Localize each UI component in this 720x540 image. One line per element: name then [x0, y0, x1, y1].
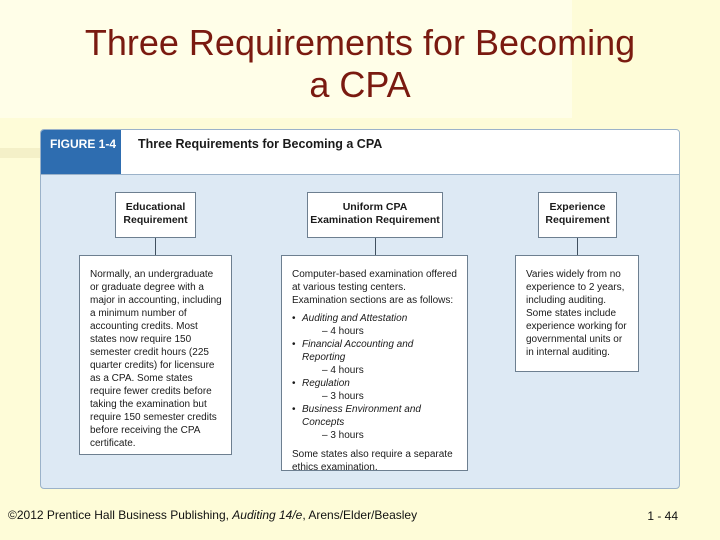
requirement-title-line2: Requirement — [123, 214, 188, 226]
exam-intro-text: Computer-based examination offered at various testing centers. Examination sections are as follows: — [292, 269, 457, 306]
requirement-description-text: Normally, an undergraduate or graduate degree with a major in accounting, including a minimum number of accounting credits. Most states now require 150 semester credit hours (225 quarter credits) for licensure as a CPA. Some states require fewer credits before taking the examination but require 150 semester credits before receiving the CPA certificate. — [90, 269, 222, 449]
connector-line — [577, 238, 578, 255]
exam-section-hours: – 3 hours — [322, 391, 364, 402]
exam-section-name: • Auditing and Attestation — [302, 313, 408, 324]
book-title: Auditing 14/e — [232, 508, 303, 522]
cpa-exam-requirement-box — [307, 192, 443, 238]
figure-label: FIGURE 1-4 — [41, 130, 121, 174]
figure-header — [41, 130, 679, 175]
copyright-prefix: ©2012 Prentice Hall Business Publishing, — [8, 508, 233, 522]
copyright-suffix: , Arens/Elder/Beasley — [302, 508, 418, 522]
educational-requirement-description — [79, 255, 232, 455]
requirement-title-line1: Educational — [125, 201, 186, 213]
exam-section-item — [292, 403, 459, 442]
requirement-description-text: Varies widely from no experience to 2 years, including auditing. Some states include experience working for governmental units or in internal auditing. — [526, 269, 627, 358]
exam-section-name: • Regulation — [302, 378, 350, 389]
figure-panel — [40, 129, 680, 489]
exam-section-item — [292, 377, 459, 403]
connector-line — [375, 238, 376, 255]
cpa-exam-requirement-description — [281, 255, 468, 471]
exam-section-hours: – 3 hours — [322, 430, 364, 441]
figure-title: Three Requirements for Becoming a CPA — [138, 137, 383, 151]
experience-requirement-box — [538, 192, 617, 238]
requirement-title-line1: Uniform CPA — [342, 201, 408, 213]
decorative-stripe — [0, 148, 40, 158]
exam-section-name: • Financial Accounting and Reporting — [302, 339, 414, 363]
copyright-footer — [8, 508, 417, 522]
experience-requirement-description — [515, 255, 639, 372]
requirement-title-line2: Requirement — [545, 214, 610, 226]
exam-section-hours: – 4 hours — [322, 365, 364, 376]
exam-section-item — [292, 338, 459, 377]
exam-section-name: • Business Environment and Concepts — [302, 404, 421, 428]
connector-line — [155, 238, 156, 255]
requirement-title-line2: Examination Requirement — [310, 214, 440, 226]
exam-note-text: Some states also require a separate ethics examination. — [292, 449, 453, 473]
page-number: 1 - 44 — [647, 509, 678, 523]
requirement-title-line1: Experience — [549, 201, 606, 213]
slide-title-line1: Three Requirements for Becoming — [84, 22, 636, 63]
exam-section-hours: – 4 hours — [322, 326, 364, 337]
exam-sections-list — [292, 312, 459, 442]
slide-title — [40, 22, 680, 106]
exam-section-item — [292, 312, 459, 338]
educational-requirement-box — [115, 192, 196, 238]
slide-title-line2: a CPA — [309, 64, 411, 105]
